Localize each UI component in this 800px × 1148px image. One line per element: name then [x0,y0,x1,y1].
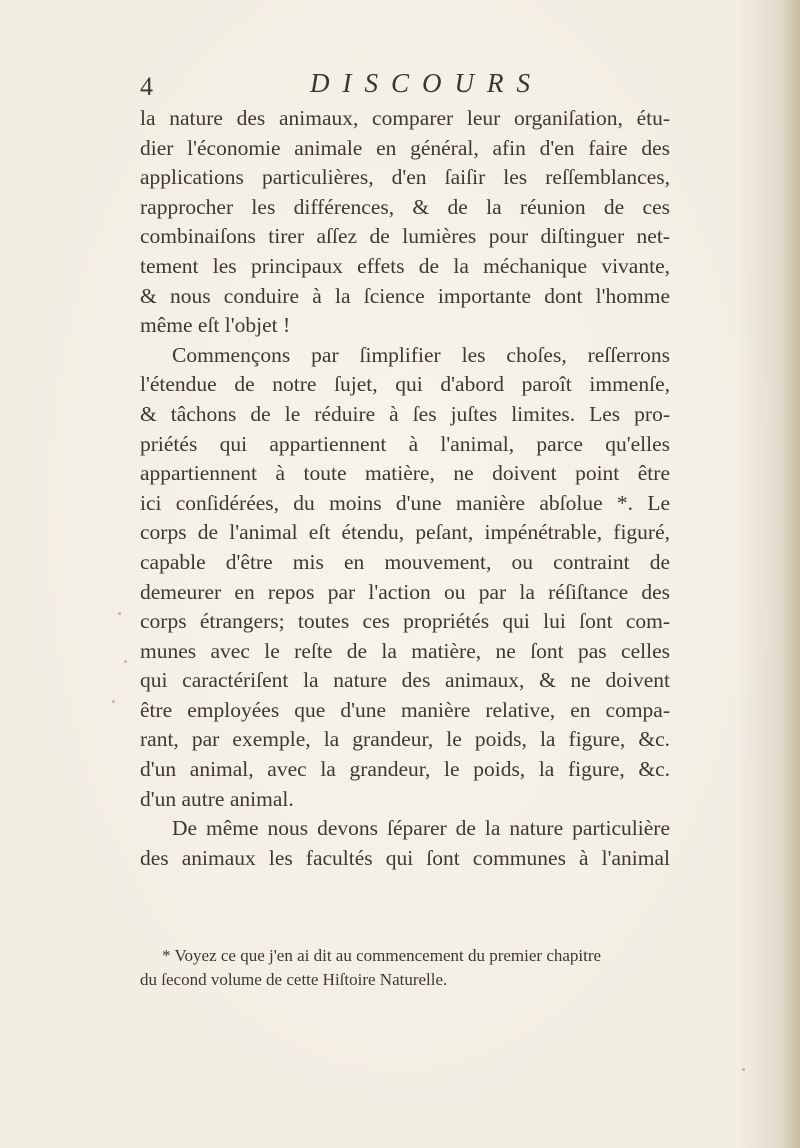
text-line: corps de l'animal eſt étendu, peſant, impénétrable, figuré, [140,520,670,545]
footnote [140,944,670,992]
text-line: être employées que d'une manière relative, en compa- [140,697,670,722]
footnote-line: du ſecond volume de cette Hiſtoire Naturelle. [140,970,448,989]
text-line: dier l'économie animale en général, afin d'en faire des [140,135,670,160]
running-title: DISCOURS [310,68,543,98]
page-number: 4 [140,72,153,101]
text-line: tement les principaux effets de la méchanique vivante, [140,253,670,278]
text-line: munes avec le reſte de la matière, ne ſont pas celles [140,638,670,663]
text-line: capable d'être mis en mouvement, ou contraint de [140,549,670,574]
page-edge-shadow [782,0,800,1148]
text-line: priétés qui appartiennent à l'animal, parce qu'elles [140,431,670,456]
text-line: De même nous devons ſéparer de la nature particulière [172,816,670,841]
text-line: combinaiſons tirer aſſez de lumières pour diſtinguer net- [140,224,670,249]
text-line: l'étendue de notre ſujet, qui d'abord paroît immenſe, [140,372,670,397]
text-line: même eſt l'objet ! [140,313,291,338]
text-line: des animaux les facultés qui ſont communes à l'animal [140,845,670,870]
text-line: rapprocher les différences, & de la réunion de ces [140,194,670,219]
text-line: qui caractériſent la nature des animaux, & ne doivent [140,668,670,693]
paper-speck [742,1068,745,1071]
paper-speck [124,660,127,663]
text-line: d'un animal, avec la grandeur, le poids, la figure, &c. [140,757,670,782]
footnote-line: * Voyez ce que j'en ai dit au commencement du premier chapitre [162,946,602,965]
text-line: applications particulières, d'en ſaiſir les reſſemblances, [140,165,670,190]
text-line: rant, par exemple, la grandeur, le poids, la figure, &c. [140,727,670,752]
text-line: demeurer en repos par l'action ou par la réſiſtance des [140,579,670,604]
paper-speck [118,612,121,615]
paper-speck [112,700,115,703]
text-line: & nous conduire à la ſcience importante dont l'homme [140,283,670,308]
text-line: corps étrangers; toutes ces propriétés qui lui ſont com- [140,609,670,634]
text-line: d'un autre animal. [140,786,294,811]
text-line: appartiennent à toute matière, ne doivent point être [140,461,670,486]
page-header [140,68,660,104]
body-text [140,104,670,873]
text-line: & tâchons de le réduire à ſes juſtes limites. Les pro- [140,401,670,426]
text-line: la nature des animaux, comparer leur organiſation, étu- [140,106,670,130]
text-line: ici conſidérées, du moins d'une manière abſolue *. Le [140,490,670,515]
text-line: Commençons par ſimplifier les choſes, reſſerrons [172,342,670,367]
